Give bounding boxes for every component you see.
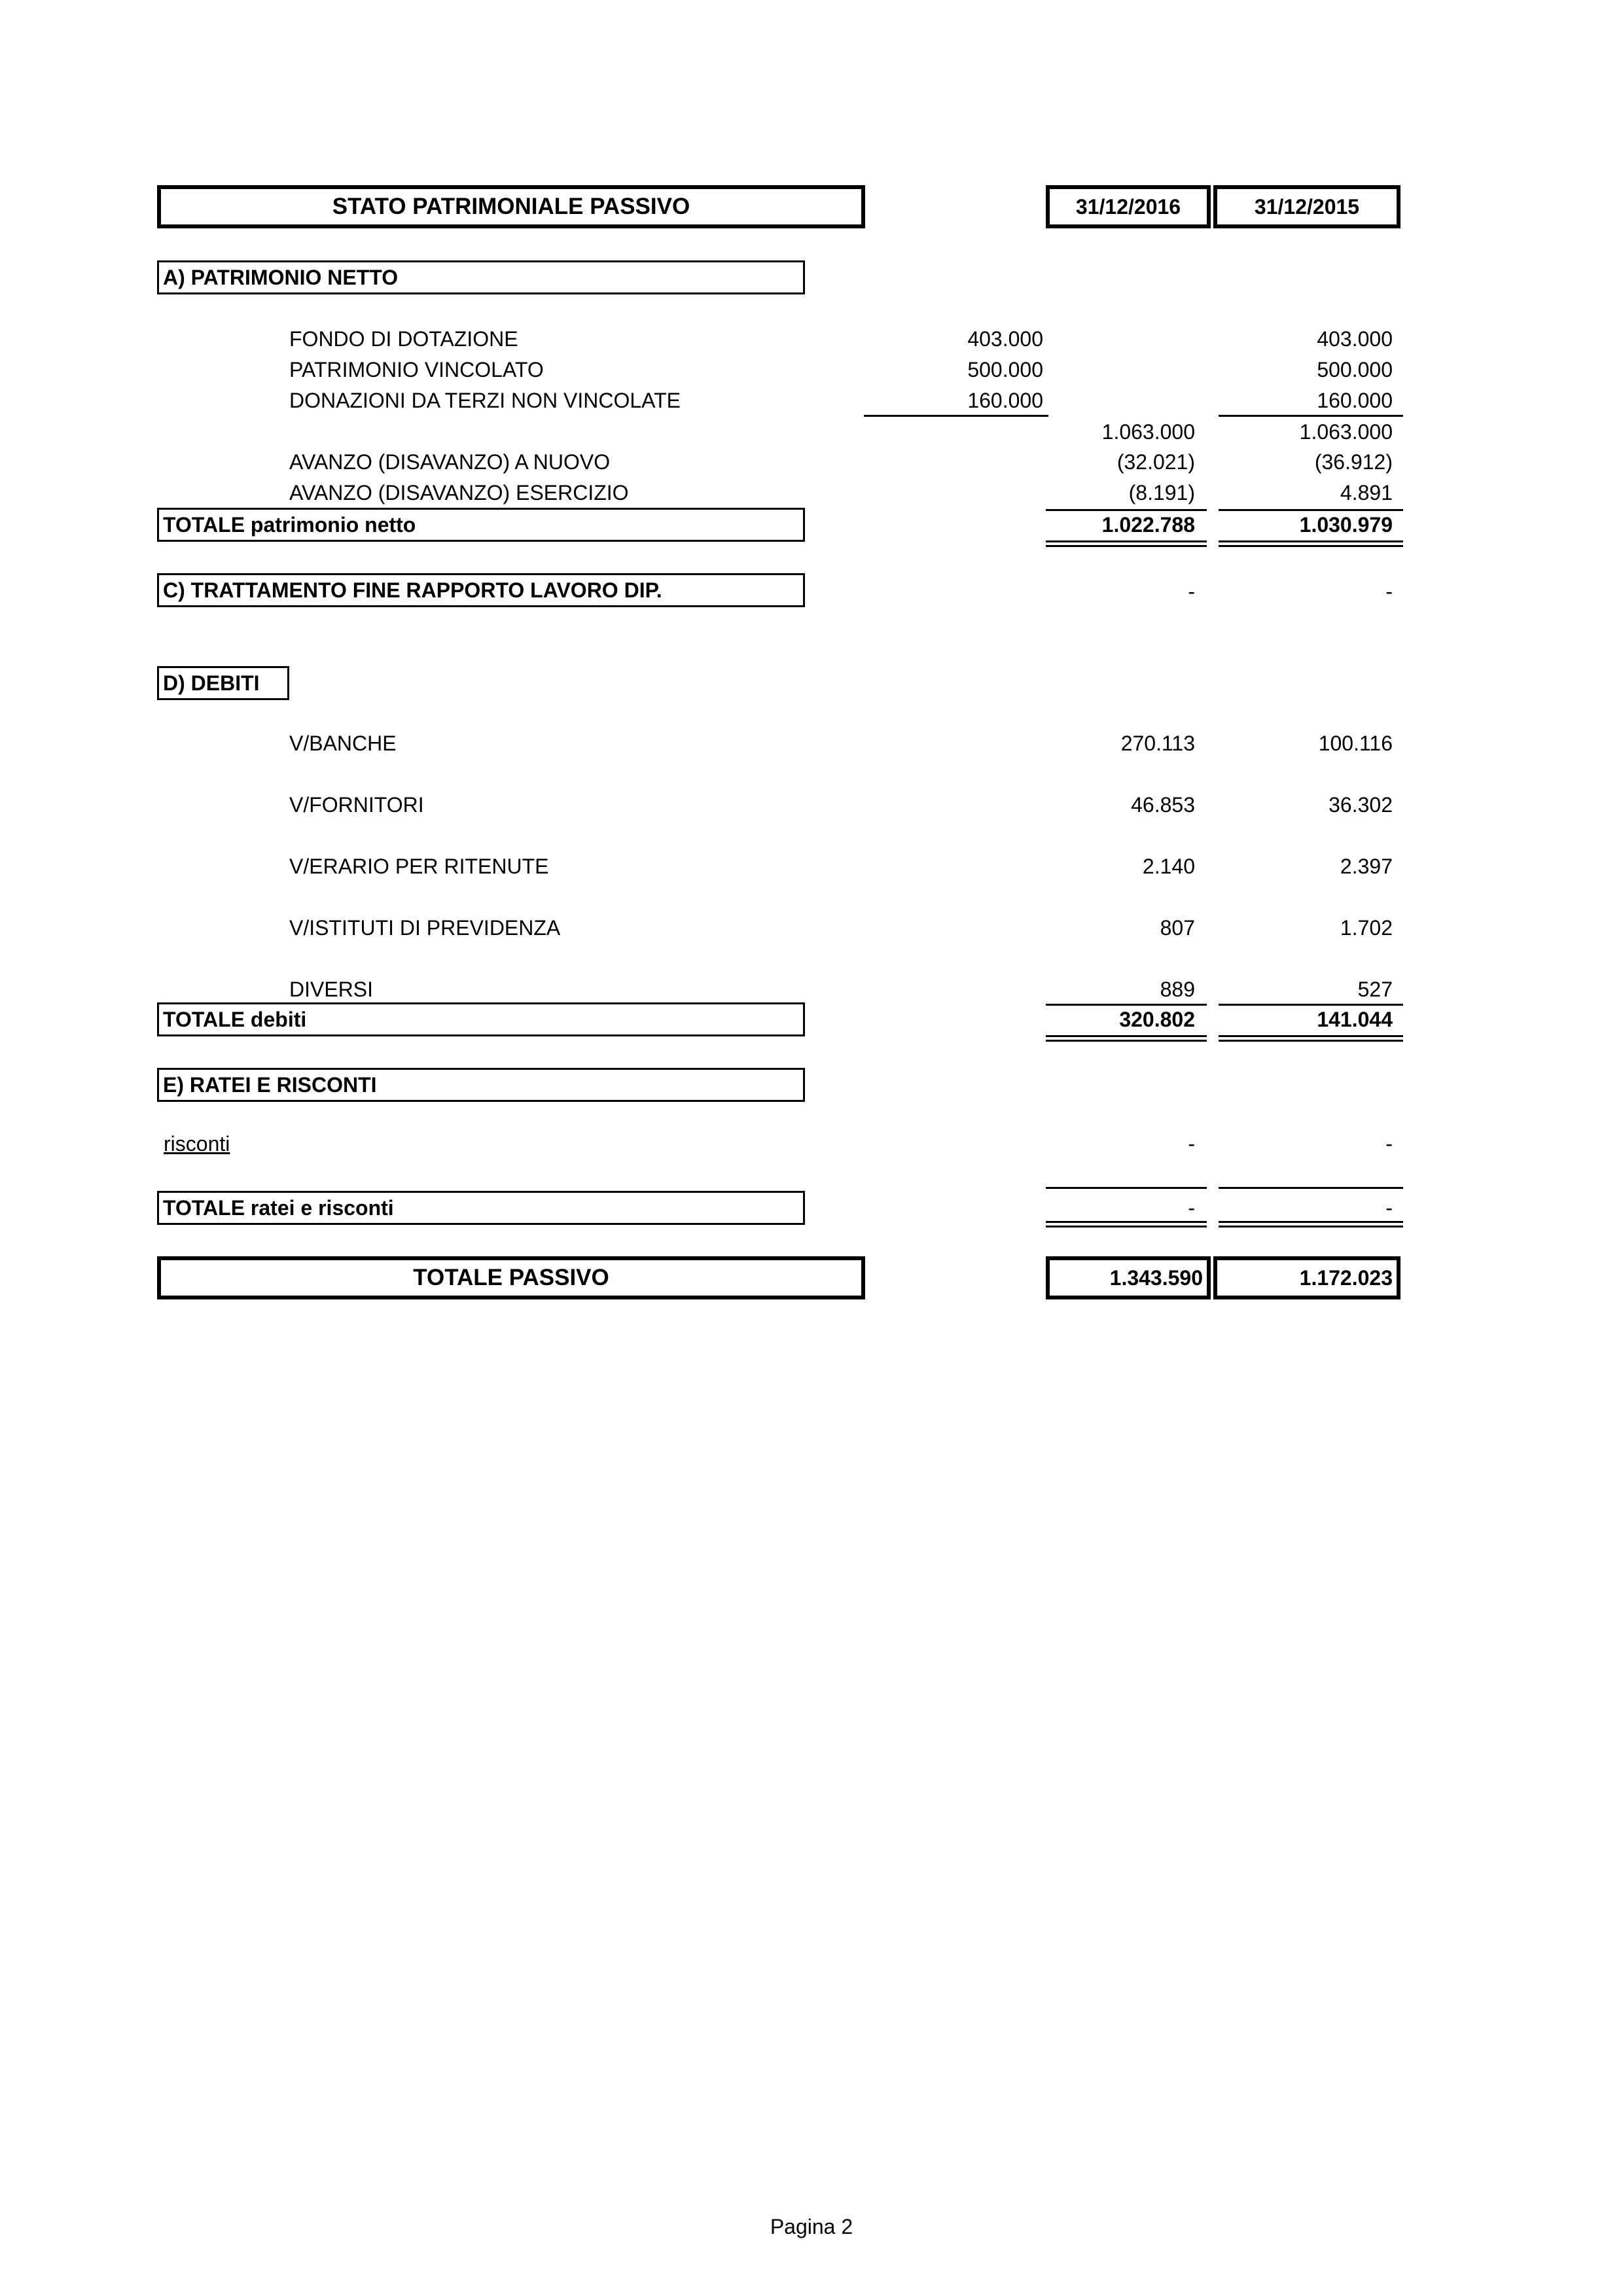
total-value-2016: 1.022.788: [1101, 513, 1195, 537]
section-a-header: [157, 260, 805, 294]
total-ratei-risconti: [157, 1191, 805, 1225]
subtotal-rule-left: [864, 415, 1048, 417]
total-value-2016: 320.802: [1119, 1008, 1195, 1031]
section-d-header: [157, 666, 289, 700]
row-value-2015: 100.116: [1318, 732, 1393, 755]
row-value-2016: 46.853: [1131, 793, 1195, 817]
row-value-2016: (32.021): [1116, 450, 1195, 474]
double-rule-2015: [1219, 1221, 1403, 1227]
section-c-value-2015: -: [1385, 580, 1393, 603]
total-label: TOTALE patrimonio netto: [163, 512, 416, 537]
grand-total-2015: 1.172.023: [1299, 1265, 1393, 1290]
column-header-2015-label: 31/12/2015: [1254, 194, 1360, 219]
row-label: V/FORNITORI: [289, 793, 424, 817]
grand-total-box: [157, 1256, 865, 1299]
row-value-2015: 527: [1357, 978, 1393, 1001]
page-title: STATO PATRIMONIALE PASSIVO: [332, 194, 690, 219]
risconti-value-2016: -: [1188, 1132, 1195, 1156]
total-label: TOTALE ratei e risconti: [163, 1195, 394, 1220]
subtotal-2015: 1.063.000: [1299, 420, 1393, 444]
double-rule-2015: [1219, 540, 1403, 547]
double-rule-2016: [1046, 1221, 1207, 1227]
row-value-2015: 4.891: [1340, 481, 1393, 504]
total-label: TOTALE debiti: [163, 1007, 307, 1031]
subtotal-2016: 1.063.000: [1101, 420, 1195, 444]
total-patrimonio-netto: [157, 508, 805, 542]
total-debiti: [157, 1002, 805, 1036]
row-value-2015: 403.000: [1317, 327, 1393, 351]
risconti-label: risconti: [164, 1132, 230, 1156]
total-top-rule-2015: [1219, 509, 1403, 511]
total-value-2015: 1.030.979: [1299, 513, 1393, 537]
double-rule-2016: [1046, 1035, 1207, 1042]
row-label: FONDO DI DOTAZIONE: [289, 327, 518, 351]
row-label: AVANZO (DISAVANZO) ESERCIZIO: [289, 481, 629, 504]
row-label: DIVERSI: [289, 978, 374, 1001]
double-rule-2016: [1046, 540, 1207, 547]
row-label: AVANZO (DISAVANZO) A NUOVO: [289, 450, 611, 474]
page-number: Pagina 2: [770, 2215, 853, 2238]
total-value-2016: -: [1188, 1196, 1195, 1220]
section-c-title: C) TRATTAMENTO FINE RAPPORTO LAVORO DIP.: [163, 578, 662, 602]
row-value-2016: 889: [1160, 978, 1195, 1001]
row-subvalue: 160.000: [967, 389, 1043, 412]
title-box: [157, 185, 865, 228]
risconti-value-2015: -: [1385, 1132, 1393, 1156]
subtotal-rule-right: [1219, 415, 1403, 417]
total-top-rule-2016: [1046, 509, 1207, 511]
total-top-rule-2016: [1046, 1004, 1207, 1006]
row-label: DONAZIONI DA TERZI NON VINCOLATE: [289, 389, 681, 412]
rule-2016: [1046, 1187, 1207, 1189]
row-value-2015: 500.000: [1317, 358, 1393, 381]
row-label: V/ERARIO PER RITENUTE: [289, 855, 549, 878]
row-value-2015: 160.000: [1317, 389, 1393, 412]
row-value-2016: (8.191): [1128, 481, 1195, 504]
row-label: PATRIMONIO VINCOLATO: [289, 358, 544, 381]
section-e-header: [157, 1068, 805, 1102]
grand-total-2015-box: [1213, 1256, 1400, 1299]
column-header-2016: [1046, 185, 1211, 228]
row-subvalue: 403.000: [967, 327, 1043, 351]
row-label: V/ISTITUTI DI PREVIDENZA: [289, 916, 561, 940]
section-c-header: [157, 573, 805, 607]
row-subvalue: 500.000: [967, 358, 1043, 381]
double-rule-2015: [1219, 1035, 1403, 1042]
row-value-2016: 270.113: [1120, 732, 1195, 755]
section-c-value-2016: -: [1188, 580, 1195, 603]
total-value-2015: -: [1385, 1196, 1393, 1220]
row-label: V/BANCHE: [289, 732, 397, 755]
column-header-2015: [1213, 185, 1400, 228]
row-value-2015: 36.302: [1329, 793, 1393, 817]
row-value-2016: 2.140: [1142, 855, 1195, 878]
row-value-2015: (36.912): [1314, 450, 1393, 474]
row-value-2015: 1.702: [1340, 916, 1393, 940]
grand-total-label: TOTALE PASSIVO: [413, 1265, 609, 1290]
row-value-2016: 807: [1160, 916, 1195, 940]
section-d-title: D) DEBITI: [163, 671, 260, 695]
total-top-rule-2015: [1219, 1004, 1403, 1006]
section-e-title: E) RATEI E RISCONTI: [163, 1072, 377, 1097]
grand-total-2016: 1.343.590: [1109, 1265, 1203, 1290]
total-value-2015: 141.044: [1317, 1008, 1393, 1031]
row-value-2015: 2.397: [1340, 855, 1393, 878]
rule-2015: [1219, 1187, 1403, 1189]
column-header-2016-label: 31/12/2016: [1075, 194, 1181, 219]
section-a-title: A) PATRIMONIO NETTO: [163, 265, 399, 289]
grand-total-2016-box: [1046, 1256, 1211, 1299]
